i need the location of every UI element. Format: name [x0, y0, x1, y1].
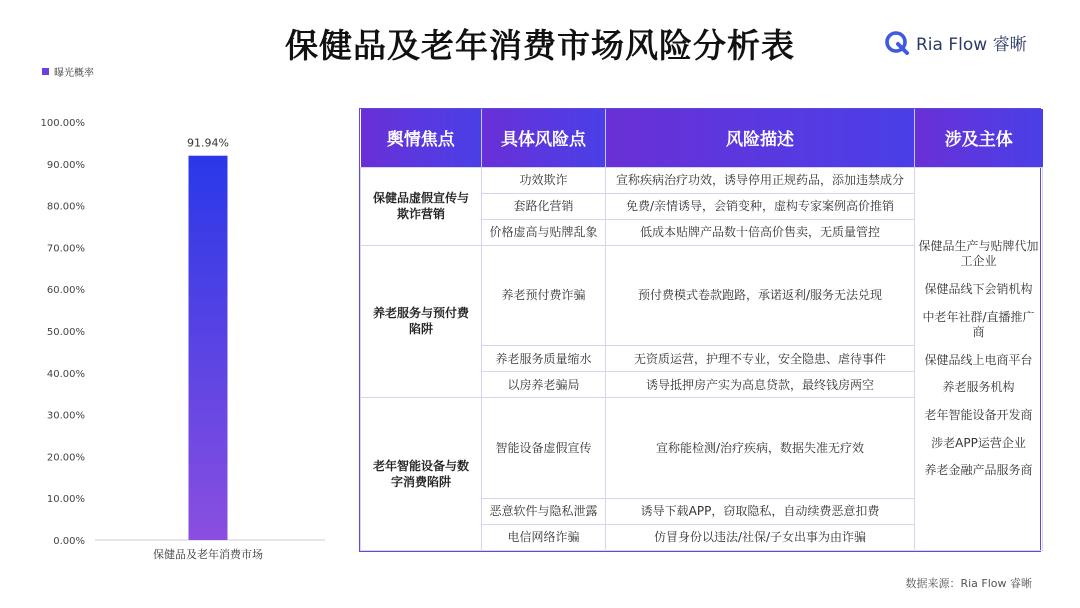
risk-point-cell: 养老服务质量缩水	[482, 346, 606, 372]
entities-cell	[915, 167, 1043, 551]
y-tick-label: 70.00%	[46, 243, 85, 255]
page-title: 保健品及老年消费市场风险分析表	[285, 26, 795, 65]
y-tick-label: 10.00%	[46, 494, 85, 506]
header-entities: 涉及主体	[915, 109, 1043, 167]
y-tick-label: 100.00%	[40, 118, 85, 129]
ria-flow-logo-icon	[884, 29, 910, 55]
header-focus: 舆情焦点	[361, 109, 482, 167]
entity-item: 老年智能设备开发商	[924, 407, 1033, 422]
risk-point-cell: 电信网络诈骗	[482, 524, 606, 550]
focus-cell: 保健品虚假宣传与欺诈营销	[361, 167, 482, 245]
risk-desc-cell: 宣称疾病治疗功效，诱导停用正规药品，添加违禁成分	[606, 167, 915, 193]
risk-table	[360, 109, 1043, 551]
chart-legend	[42, 64, 94, 79]
bar	[189, 156, 228, 540]
y-tick-label: 90.00%	[46, 159, 85, 171]
risk-desc-cell: 预付费模式卷款跑路，承诺返利/服务无法兑现	[606, 245, 915, 346]
brand	[884, 28, 1027, 56]
entity-item: 养老金融产品服务商	[924, 463, 1033, 478]
header-risk-description: 风险描述	[606, 109, 915, 167]
table-header-row	[361, 109, 1043, 167]
risk-point-cell: 养老预付费诈骗	[482, 245, 606, 346]
risk-point-cell: 智能设备虚假宣传	[482, 398, 606, 499]
y-tick-label: 60.00%	[46, 285, 85, 297]
risk-desc-cell: 仿冒身份以违法/社保/子女出事为由诈骗	[606, 524, 915, 550]
y-tick-label: 80.00%	[46, 201, 85, 213]
risk-desc-cell: 免费/亲情诱导，会销变种，虚构专家案例高价推销	[606, 193, 915, 219]
table-row	[361, 167, 1043, 193]
entity-item: 养老服务机构	[942, 380, 1015, 395]
risk-point-cell: 以房养老骗局	[482, 372, 606, 398]
risk-point-cell: 价格虚高与贴牌乱象	[482, 219, 606, 245]
brand-name: Ria Flow 睿晰	[916, 34, 1027, 55]
focus-cell: 老年智能设备与数字消费陷阱	[361, 398, 482, 551]
entity-item: 中老年社群/直播推广商	[922, 309, 1035, 340]
focus-cell: 养老服务与预付费陷阱	[361, 245, 482, 398]
y-tick-label: 0.00%	[53, 536, 85, 547]
risk-desc-cell: 诱导抵押房产实为高息贷款，最终钱房两空	[606, 372, 915, 398]
legend-label: 曝光概率	[54, 68, 94, 79]
risk-point-cell: 功效欺诈	[482, 167, 606, 193]
y-tick-label: 20.00%	[46, 452, 85, 464]
risk-desc-cell: 宣称能检测/治疗疾病，数据失准无疗效	[606, 398, 915, 499]
risk-desc-cell: 诱导下载APP，窃取隐私，自动续费恶意扣费	[606, 498, 915, 524]
entity-item: 保健品线上电商平台	[924, 352, 1033, 367]
bar-data-label: 91.94%	[187, 136, 229, 150]
y-tick-label: 30.00%	[46, 410, 85, 422]
risk-desc-cell: 低成本贴牌产品数十倍高价售卖，无质量管控	[606, 219, 915, 245]
entity-item: 保健品生产与贴牌代加工企业	[918, 238, 1039, 269]
risk-point-cell: 套路化营销	[482, 193, 606, 219]
legend-swatch	[42, 68, 49, 75]
risk-table-container	[359, 108, 1041, 552]
entity-item: 保健品线下会销机构	[924, 281, 1033, 296]
data-source-note: 数据来源：Ria Flow 睿晰	[905, 577, 1032, 590]
y-tick-label: 40.00%	[46, 368, 85, 380]
risk-point-cell: 恶意软件与隐私泄露	[482, 498, 606, 524]
entity-item: 涉老APP运营企业	[931, 435, 1026, 450]
header-risk-point: 具体风险点	[482, 109, 606, 167]
risk-desc-cell: 无资质运营，护理不专业，安全隐患、虐待事件	[606, 346, 915, 372]
x-category-label: 保健品及老年消费市场	[153, 548, 263, 561]
exposure-bar-chart	[0, 100, 340, 570]
y-tick-label: 50.00%	[46, 327, 85, 338]
